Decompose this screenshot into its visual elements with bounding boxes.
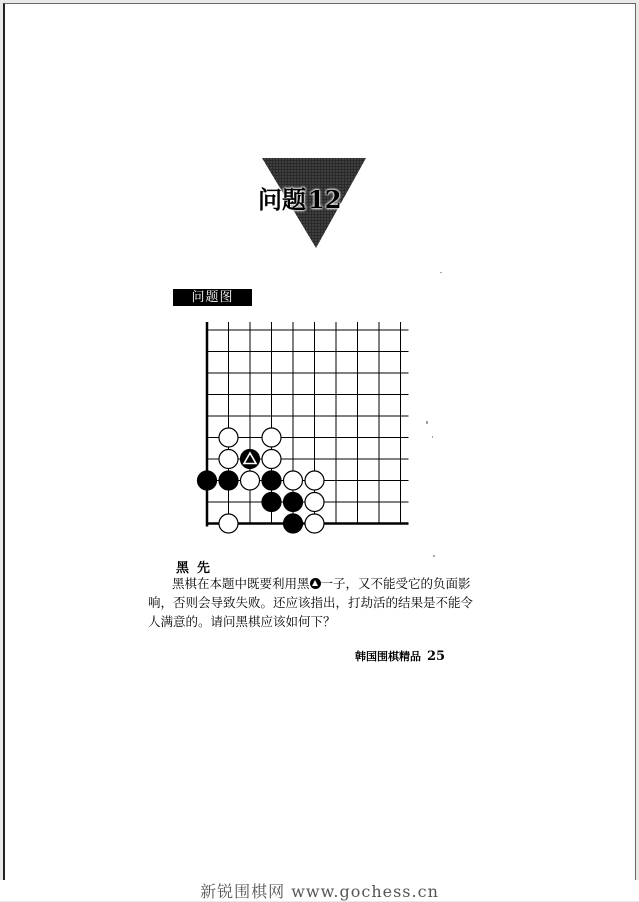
black-stone: [262, 493, 281, 512]
black-stone: [284, 514, 303, 533]
title-text: [258, 180, 388, 215]
scan-speck: [432, 436, 433, 438]
scan-speck: [440, 272, 442, 273]
white-stone: [219, 450, 238, 469]
white-stone: [305, 514, 324, 533]
go-board: [195, 318, 415, 538]
scan-speck: [433, 555, 435, 557]
problem-description: [148, 574, 478, 631]
description-part-2: 一子，又不能受它的负面影响，否则会导致失败。还应该指出，打劫活的结果是不能令人满意的。请问黑棋应该如何下？: [148, 576, 474, 629]
black-stone: [262, 471, 281, 490]
description-part-1: 黑棋在本题中既要利用黑: [172, 576, 310, 591]
white-stone: [305, 493, 324, 512]
book-title: 韩国围棋精品: [355, 650, 421, 663]
title-label: 问题: [258, 185, 306, 214]
page-number: 25: [427, 649, 446, 664]
black-stone: [284, 493, 303, 512]
page-reference: [355, 648, 445, 664]
title-number: 12: [308, 185, 342, 214]
white-stone: [219, 428, 238, 447]
diagram-label: 问题图: [173, 289, 252, 306]
scan-speck: [426, 421, 428, 424]
white-stone: [262, 428, 281, 447]
marked-black-stone-icon: [310, 578, 321, 589]
black-stone: [198, 471, 217, 490]
white-stone: [262, 450, 281, 469]
black-stone: [219, 471, 238, 490]
white-stone: [305, 471, 324, 490]
go-board-diagram: [195, 318, 415, 542]
white-stone: [241, 471, 260, 490]
problem-heading: 黑先: [176, 561, 219, 576]
footer-watermark: 新锐围棋网 www.gochess.cn: [200, 882, 439, 901]
problem-title: [258, 158, 368, 250]
white-stone: [219, 514, 238, 533]
white-stone: [284, 471, 303, 490]
